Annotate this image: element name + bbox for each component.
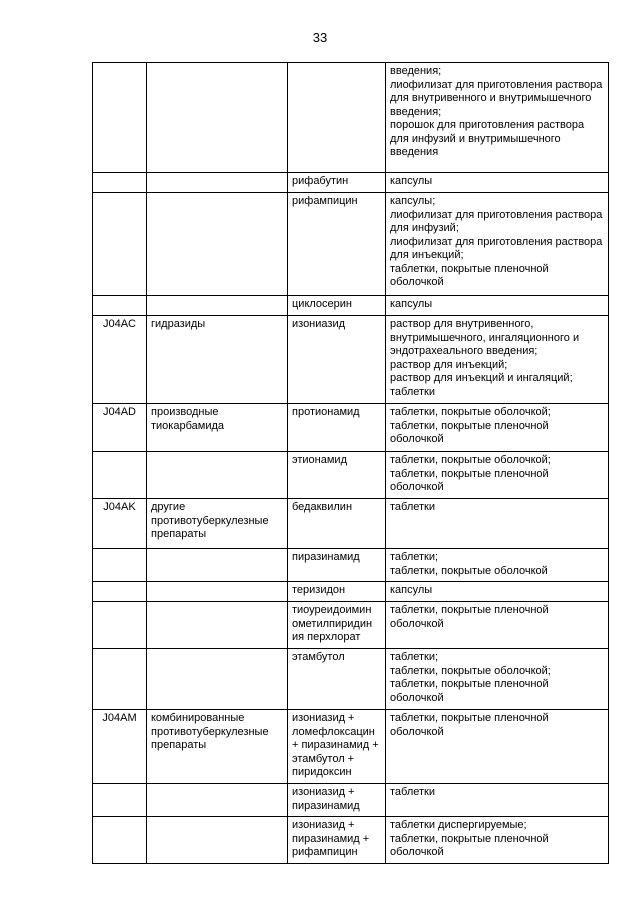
table-row [93, 296, 609, 316]
group-cell: другие противотуберкулезные препараты [147, 499, 288, 549]
drug-cell [288, 63, 386, 173]
forms-cell: таблетки; таблетки, покрытые оболочкой; таблетки, покрытые пленочной оболочкой [386, 649, 609, 710]
atc-code-cell: J04AC [93, 316, 147, 404]
table-row [93, 63, 609, 173]
drug-cell: тиоуреидоимин ометилпиридин ия перхлорат [288, 602, 386, 649]
group-cell: производные тиокарбамида [147, 404, 288, 452]
table-row [93, 602, 609, 649]
forms-cell: капсулы [386, 173, 609, 193]
forms-cell: капсулы; лиофилизат для приготовления раствора для инфузий; лиофилизат для приготовления раствора для инъекций; таблетки, покрытые пленочной оболочкой [386, 193, 609, 296]
drug-cell: изониазид + пиразинамид + рифампицин [288, 817, 386, 864]
forms-cell: таблетки [386, 784, 609, 817]
atc-code-cell [93, 817, 147, 864]
forms-cell: введения; лиофилизат для приготовления раствора для внутривенного и внутримышечного введения; порошок для приготовления раствора для инфузий и внутримышечного введения [386, 63, 609, 173]
table-row [93, 499, 609, 549]
atc-code-cell [93, 602, 147, 649]
forms-cell: таблетки, покрытые пленочной оболочкой [386, 710, 609, 784]
group-cell [147, 63, 288, 173]
table-body [93, 63, 609, 864]
group-cell [147, 296, 288, 316]
forms-cell: таблетки, покрытые оболочкой; таблетки, покрытые пленочной оболочкой [386, 452, 609, 499]
drug-cell: протионамид [288, 404, 386, 452]
group-cell [147, 549, 288, 582]
forms-cell: капсулы [386, 582, 609, 602]
drug-cell: бедаквилин [288, 499, 386, 549]
group-cell [147, 452, 288, 499]
table-row [93, 193, 609, 296]
atc-code-cell [93, 296, 147, 316]
table-row [93, 404, 609, 452]
table-row [93, 649, 609, 710]
drug-cell: этионамид [288, 452, 386, 499]
group-cell [147, 784, 288, 817]
forms-cell: капсулы [386, 296, 609, 316]
group-cell [147, 649, 288, 710]
page-number: 33 [312, 30, 328, 45]
table-row [93, 784, 609, 817]
forms-cell: таблетки, покрытые пленочной оболочкой [386, 602, 609, 649]
group-cell [147, 602, 288, 649]
forms-cell: раствор для внутривенного, внутримышечного, ингаляционного и эндотрахеального введения; раствор для инъекций; раствор для инъекций и ингаляций; таблетки [386, 316, 609, 404]
atc-code-cell [93, 193, 147, 296]
group-cell [147, 193, 288, 296]
table-row [93, 817, 609, 864]
drug-table [92, 62, 609, 864]
group-cell: комбинированные противотуберкулезные препараты [147, 710, 288, 784]
atc-code-cell: J04AK [93, 499, 147, 549]
table-row [93, 452, 609, 499]
drug-cell: изониазид + ломефлоксацин + пиразинамид + этамбутол + пиридоксин [288, 710, 386, 784]
atc-code-cell: J04AM [93, 710, 147, 784]
drug-cell: теризидон [288, 582, 386, 602]
drug-cell: пиразинамид [288, 549, 386, 582]
table-row [93, 582, 609, 602]
group-cell [147, 582, 288, 602]
atc-code-cell [93, 452, 147, 499]
atc-code-cell [93, 549, 147, 582]
group-cell: гидразиды [147, 316, 288, 404]
forms-cell: таблетки; таблетки, покрытые оболочкой [386, 549, 609, 582]
drug-cell: изониазид [288, 316, 386, 404]
atc-code-cell: J04AD [93, 404, 147, 452]
drug-cell: рифабутин [288, 173, 386, 193]
group-cell [147, 173, 288, 193]
atc-code-cell [93, 63, 147, 173]
drug-cell: циклосерин [288, 296, 386, 316]
drug-cell: изониазид + пиразинамид [288, 784, 386, 817]
atc-code-cell [93, 173, 147, 193]
table-row [93, 173, 609, 193]
table-row [93, 710, 609, 784]
group-cell [147, 817, 288, 864]
forms-cell: таблетки [386, 499, 609, 549]
table-row [93, 316, 609, 404]
table-row [93, 549, 609, 582]
atc-code-cell [93, 784, 147, 817]
drug-cell: этамбутол [288, 649, 386, 710]
drug-cell: рифампицин [288, 193, 386, 296]
atc-code-cell [93, 582, 147, 602]
forms-cell: таблетки, покрытые оболочкой; таблетки, покрытые пленочной оболочкой [386, 404, 609, 452]
atc-code-cell [93, 649, 147, 710]
forms-cell: таблетки диспергируемые; таблетки, покрытые пленочной оболочкой [386, 817, 609, 864]
